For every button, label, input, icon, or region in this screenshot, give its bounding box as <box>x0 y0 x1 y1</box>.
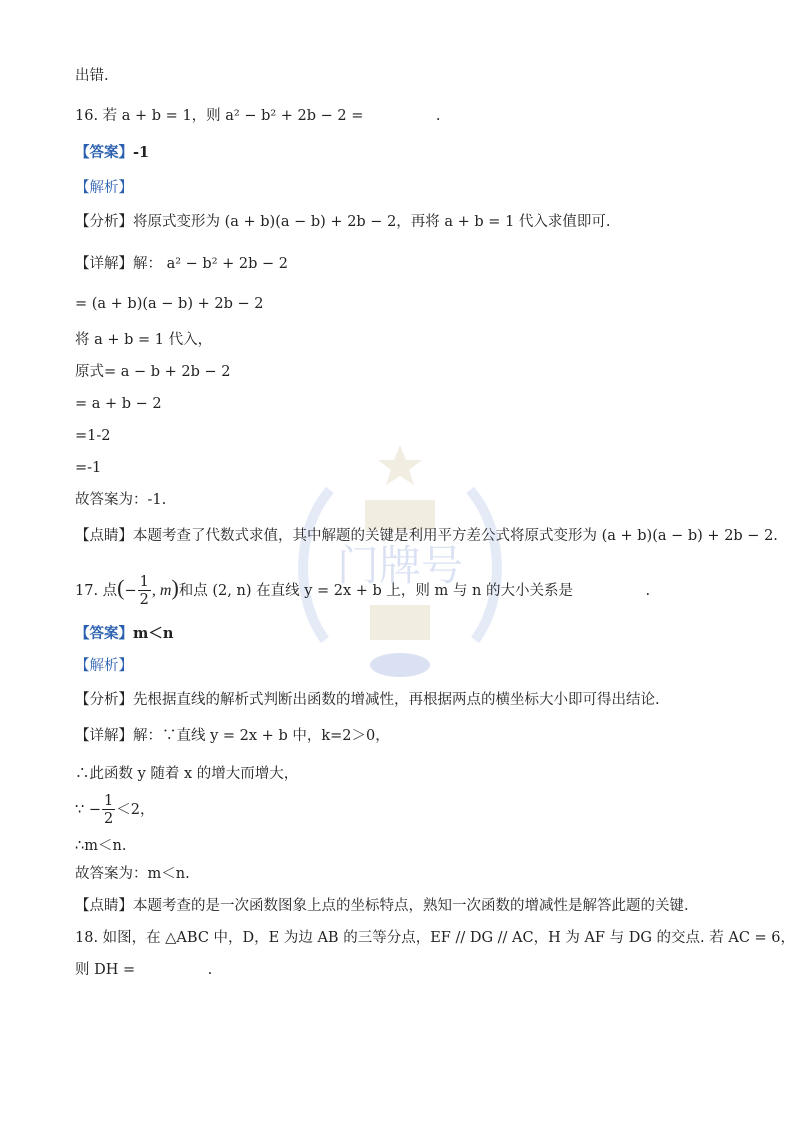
fraction-half <box>102 794 115 827</box>
xiangjie-text: 解：∵直线 y = 2x + b 中，k=2＞0， <box>133 728 390 744</box>
fenxi-17 <box>75 690 660 710</box>
fenxi-text: 将原式变形为 (a + b)(a − b) + 2b − 2，再将 a + b = 1 代入求值即可. <box>133 214 611 230</box>
answer-17 <box>75 624 173 644</box>
var-m: , m <box>151 582 172 599</box>
left-paren: ( <box>117 575 125 600</box>
step-line: = a + b − 2 <box>75 396 162 412</box>
step-line: 将 a + b = 1 代入， <box>75 332 213 348</box>
question-17 <box>75 568 650 611</box>
question-18: 18. 如图，在 △ABC 中，D，E 为边 AB 的三等分点，EF // DG // AC，H 为 AF 与 DG 的交点. 若 AC = 6， <box>75 930 796 946</box>
xiangjie-16 <box>75 254 288 274</box>
step-line: =1-2 <box>75 428 111 444</box>
fenxi-tag: 【分析】 <box>75 692 133 708</box>
xiangjie-tag: 【详解】 <box>75 728 133 744</box>
fraction-numerator: 1 <box>103 792 114 809</box>
question-17-prefix: 17. 点 <box>75 583 118 599</box>
dianjing-16 <box>75 526 778 546</box>
answer-value: m＜n <box>133 625 174 642</box>
fraction-half <box>138 575 151 608</box>
step-line: ∴m＜n. <box>75 838 127 854</box>
answer-16 <box>75 143 149 163</box>
conclusion-17: 故答案为：m＜n. <box>75 866 190 882</box>
dianjing-tag: 【点睛】 <box>75 528 133 544</box>
dianjing-tag: 【点睛】 <box>75 898 133 914</box>
fraction-numerator: 1 <box>139 573 149 590</box>
fenxi-16 <box>75 212 611 232</box>
fenxi-text: 先根据直线的解析式判断出函数的增减性，再根据两点的横坐标大小即可得出结论. <box>133 692 660 708</box>
fenxi-tag: 【分析】 <box>75 214 133 230</box>
analysis-tag: 【解析】 <box>75 658 133 674</box>
question-18-cont: 则 DH = . <box>75 962 213 978</box>
dianjing-text: 本题考查了代数式求值，其中解题的关键是利用平方差公式将原式变形为 (a + b)(a − b) + 2b − 2. <box>133 528 778 544</box>
watermark-logo <box>285 440 515 690</box>
dianjing-text: 本题考查的是一次函数图象上点的坐标特点，熟知一次函数的增减性是解答此题的关键. <box>133 898 689 914</box>
step-line: = (a + b)(a − b) + 2b − 2 <box>75 296 264 312</box>
fraction-denominator: 2 <box>139 592 149 608</box>
fraction-denominator: 2 <box>103 811 114 827</box>
neg-sign: − <box>124 583 137 599</box>
question-17-rest: 和点 (2, n) 在直线 y = 2x + b 上，则 m 与 n 的大小关系是 . <box>178 583 651 599</box>
answer-tag: 【答案】 <box>75 625 133 642</box>
question-16: 16. 若 a + b = 1，则 a² − b² + 2b − 2 = . <box>75 108 441 124</box>
step-line: 原式= a − b + 2b − 2 <box>75 364 231 380</box>
text-line: 出错. <box>75 68 109 84</box>
step-prefix: ∵ − <box>75 802 101 818</box>
answer-value: -1 <box>133 144 150 161</box>
step-line <box>75 790 154 830</box>
svg-text:门牌号: 门牌号 <box>336 541 464 590</box>
xiangjie-text: 解： a² − b² + 2b − 2 <box>133 256 288 272</box>
step-line: =-1 <box>75 460 102 476</box>
dianjing-17 <box>75 896 689 916</box>
step-suffix: ＜2， <box>116 802 155 818</box>
right-paren: ) <box>171 575 179 600</box>
step-line: ∴此函数 y 随着 x 的增大而增大， <box>75 766 299 782</box>
answer-tag: 【答案】 <box>75 144 133 161</box>
xiangjie-tag: 【详解】 <box>75 256 133 272</box>
conclusion-16: 故答案为：-1. <box>75 492 167 508</box>
analysis-tag: 【解析】 <box>75 180 133 196</box>
xiangjie-17 <box>75 726 390 746</box>
